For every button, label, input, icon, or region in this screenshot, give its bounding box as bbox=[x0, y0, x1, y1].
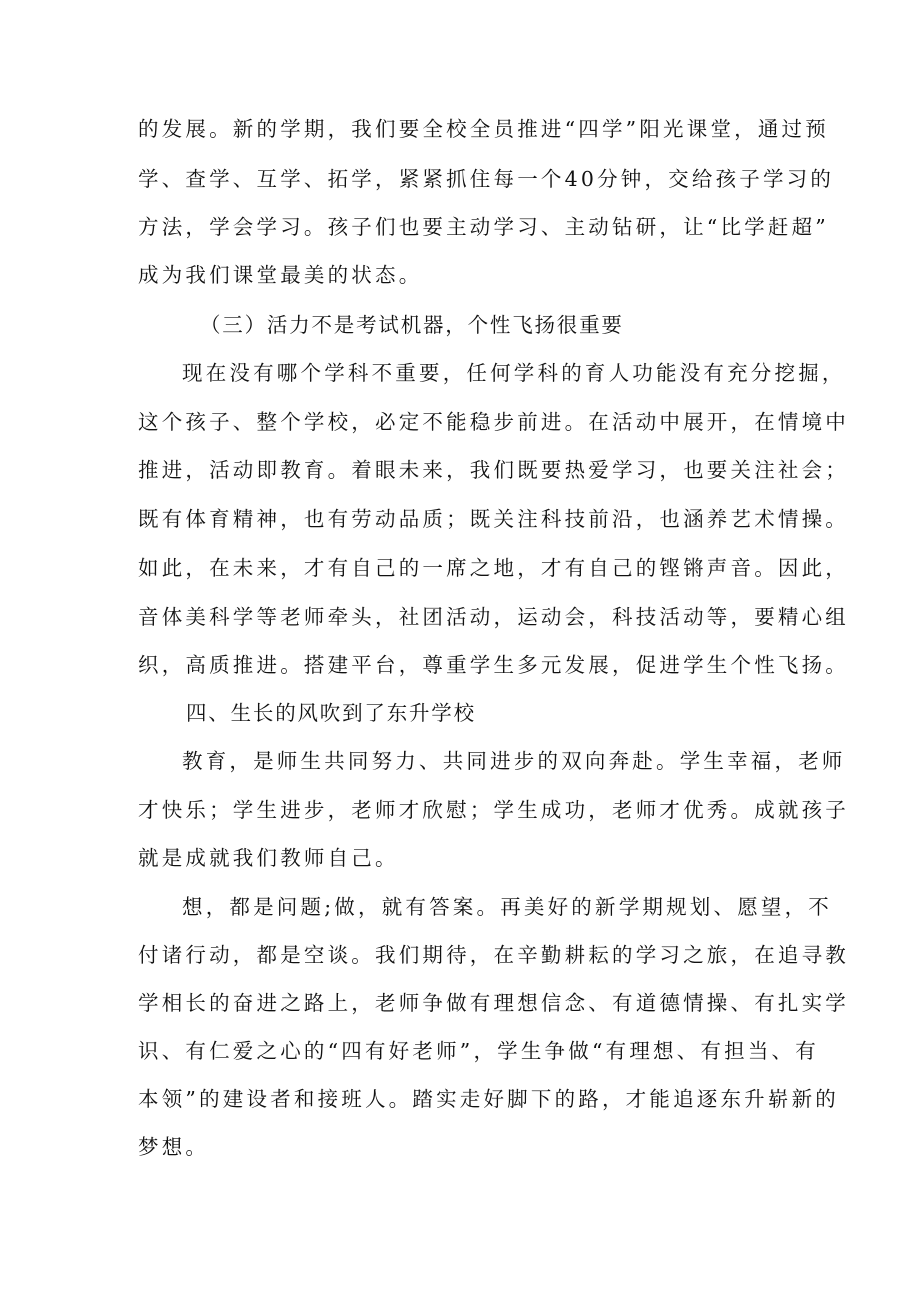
paragraph-line: 就是成就我们教师自己。 bbox=[138, 846, 399, 870]
paragraph-line: 学相长的奋进之路上，老师争做有理想信念、有道德情操、有扎实学 bbox=[138, 991, 849, 1015]
paragraph-line: 织，高质推进。搭建平台，尊重学生多元发展，促进学生个性飞扬。 bbox=[138, 653, 849, 677]
paragraph-line: 教育，是师生共同努力、共同进步的双向奔赴。学生幸福，老师 bbox=[182, 749, 846, 773]
paragraph-line: 现在没有哪个学科不重要，任何学科的育人功能没有充分挖掘， bbox=[182, 361, 846, 385]
section-heading: 四、生长的风吹到了东升学校 bbox=[186, 701, 476, 725]
paragraph-line: 的发展。新的学期，我们要全校全员推进“四学”阳光课堂，通过预 bbox=[138, 117, 829, 141]
paragraph-line: 音体美科学等老师牵头，社团活动，运动会，科技活动等，要精心组 bbox=[138, 605, 849, 629]
paragraph-line: 梦想。 bbox=[138, 1135, 210, 1159]
paragraph-line: 想，都是问题;做，就有答案。再美好的新学期规划、愿望，不 bbox=[182, 895, 833, 919]
paragraph-line: 推进，活动即教育。着眼未来，我们既要热爱学习，也要关注社会； bbox=[138, 458, 849, 482]
section-heading: （三）活力不是考试机器，个性飞扬很重要 bbox=[200, 313, 624, 337]
paragraph-line: 才快乐；学生进步，老师才欣慰；学生成功，老师才优秀。成就孩子 bbox=[138, 798, 849, 822]
paragraph-line: 成为我们课堂最美的状态。 bbox=[138, 263, 423, 287]
paragraph-line: 既有体育精神，也有劳动品质；既关注科技前沿，也涵养艺术情操。 bbox=[138, 507, 849, 531]
paragraph-line: 识、有仁爱之心的“四有好老师”，学生争做“有理想、有担当、有 bbox=[138, 1039, 819, 1063]
paragraph-line: 方法，学会学习。孩子们也要主动学习、主动钻研，让“比学赶超” bbox=[138, 215, 829, 239]
paragraph-line: 如此，在未来，才有自己的一席之地，才有自己的铿锵声音。因此， bbox=[138, 556, 849, 580]
paragraph-line: 付诸行动，都是空谈。我们期待，在辛勤耕耘的学习之旅，在追寻教 bbox=[138, 943, 849, 967]
paragraph-line: 本领”的建设者和接班人。踏实走好脚下的路，才能追逐东升崭新的 bbox=[138, 1087, 839, 1111]
paragraph-line: 这个孩子、整个学校，必定不能稳步前进。在活动中展开，在情境中 bbox=[138, 410, 849, 434]
paragraph-line: 学、查学、互学、拓学，紧紧抓住每一个40分钟，交给孩子学习的 bbox=[138, 167, 835, 191]
